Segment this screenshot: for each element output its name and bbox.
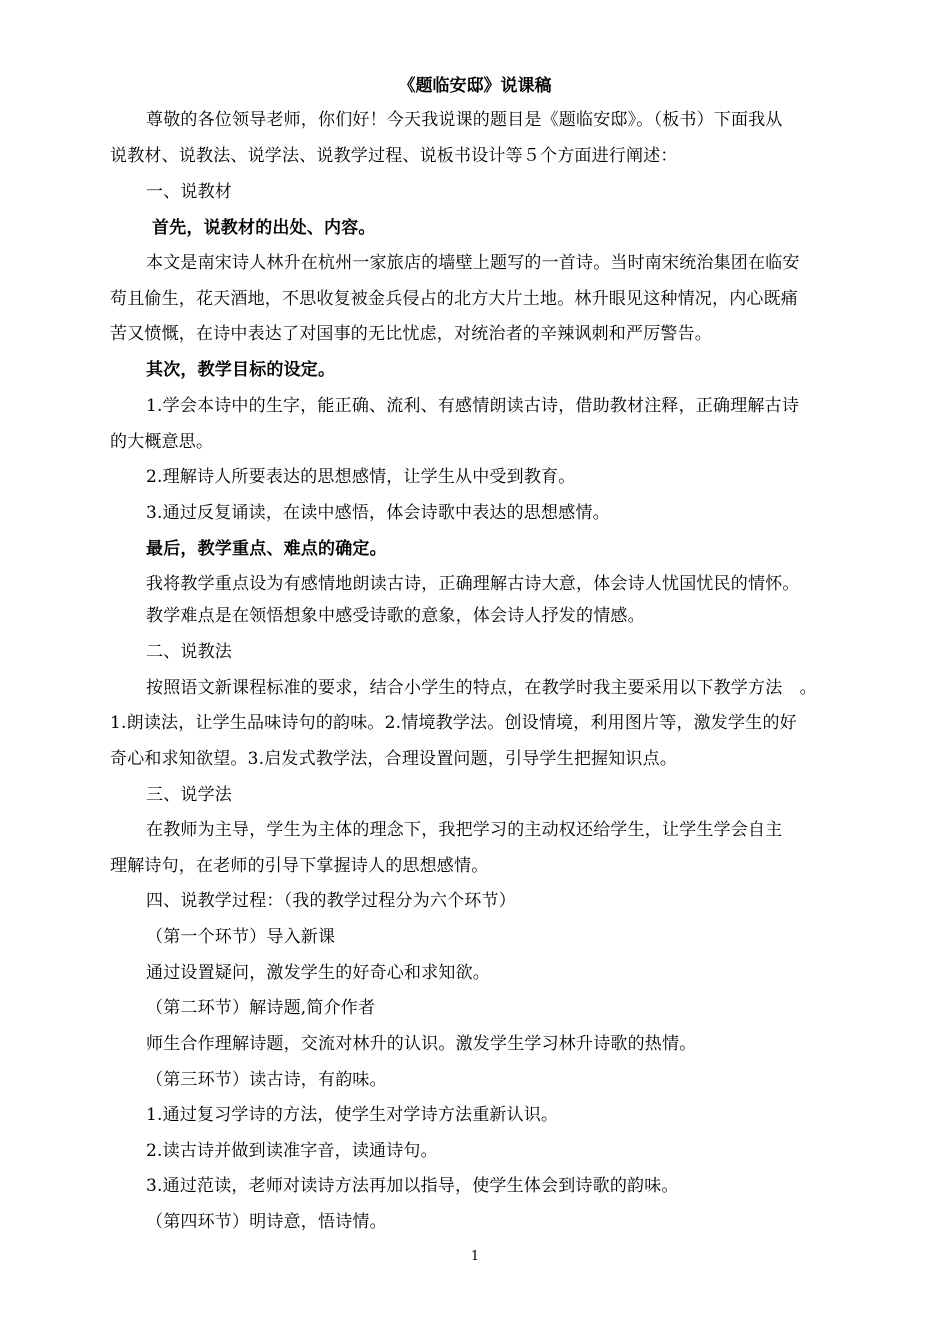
section-heading: 四、说教学过程：（我的教学过程分为六个环节） xyxy=(146,891,516,911)
subsection-heading: 其次，教学目标的设定。 xyxy=(146,360,336,380)
paragraph-line: 苦又愤慨，在诗中表达了对国事的无比忧虑，对统治者的辛辣讽刺和严厉警告。 xyxy=(110,324,712,344)
paragraph-line: 说教材、说教法、说学法、说教学过程、说板书设计等５个方面进行阐述： xyxy=(110,146,678,166)
list-item: 1.学会本诗中的生字，能正确、流利、有感情朗读古诗，借助教材注释，正确理解古诗 xyxy=(146,396,800,416)
step-heading: （第三环节）读古诗，有韵味。 xyxy=(146,1070,387,1090)
section-heading: 二、说教法 xyxy=(146,642,232,662)
list-item: 2.理解诗人所要表达的思想感情，让学生从中受到教育。 xyxy=(146,467,576,487)
paragraph-line: 奇心和求知欲望。3.启发式教学法，合理设置问题，引导学生把握知识点。 xyxy=(110,749,678,769)
paragraph-line: 苟且偷生，花天酒地，不思收复被金兵侵占的北方大片土地。林升眼见这种情况，内心既痛 xyxy=(110,289,798,309)
list-item: 1.通过复习学诗的方法，使学生对学诗方法重新认识。 xyxy=(146,1105,559,1125)
section-heading: 一、说教材 xyxy=(146,182,232,202)
paragraph-line: 我将教学重点设为有感情地朗读古诗，正确理解古诗大意，体会诗人忧国忧民的情怀。 xyxy=(146,574,800,594)
page-number: 1 xyxy=(470,1249,480,1264)
paragraph-line: 本文是南宋诗人林升在杭州一家旅店的墙壁上题写的一首诗。当时南宋统治集团在临安 xyxy=(146,253,800,273)
paragraph-line: 在教师为主导，学生为主体的理念下，我把学习的主动权还给学生，让学生学会自主 xyxy=(146,820,783,840)
paragraph-line: 1.朗读法，让学生品味诗句的韵味。2.情境教学法。创设情境，利用图片等，激发学生的好 xyxy=(110,713,797,733)
subsection-heading: 最后，教学重点、难点的确定。 xyxy=(146,539,387,559)
paragraph-line: 教学难点是在领悟想象中感受诗歌的意象，体会诗人抒发的情感。 xyxy=(146,606,645,626)
list-item: 3.通过范读，老师对读诗方法再加以指导，使学生体会到诗歌的韵味。 xyxy=(146,1176,679,1196)
step-heading: （第一个环节）导入新课 xyxy=(146,927,336,947)
step-heading: （第四环节）明诗意，悟诗情。 xyxy=(146,1212,387,1232)
paragraph-line: 按照语文新课程标准的要求，结合小学生的特点，在教学时我主要采用以下教学方法 。 xyxy=(146,678,817,698)
paragraph-line: 理解诗句，在老师的引导下掌握诗人的思想感情。 xyxy=(110,856,489,876)
document-title: 《题临安邸》说课稿 xyxy=(398,76,552,96)
list-item: 2.读古诗并做到读准字音，读通诗句。 xyxy=(146,1141,438,1161)
paragraph-line: 通过设置疑问，激发学生的好奇心和求知欲。 xyxy=(146,963,490,983)
paragraph-line: 师生合作理解诗题，交流对林升的认识。激发学生学习林升诗歌的热情。 xyxy=(146,1034,697,1054)
subsection-heading: 首先，说教材的出处、内容。 xyxy=(152,218,376,238)
section-heading: 三、说学法 xyxy=(146,785,232,805)
list-item-continuation: 的大概意思。 xyxy=(110,432,214,452)
step-heading: （第二环节）解诗题,简介作者 xyxy=(146,998,376,1018)
list-item: 3.通过反复诵读，在读中感悟，体会诗歌中表达的思想感情。 xyxy=(146,503,610,523)
paragraph-line: 尊敬的各位领导老师，你们好！今天我说课的题目是《题临安邸》。（板书）下面我从 xyxy=(146,110,783,130)
